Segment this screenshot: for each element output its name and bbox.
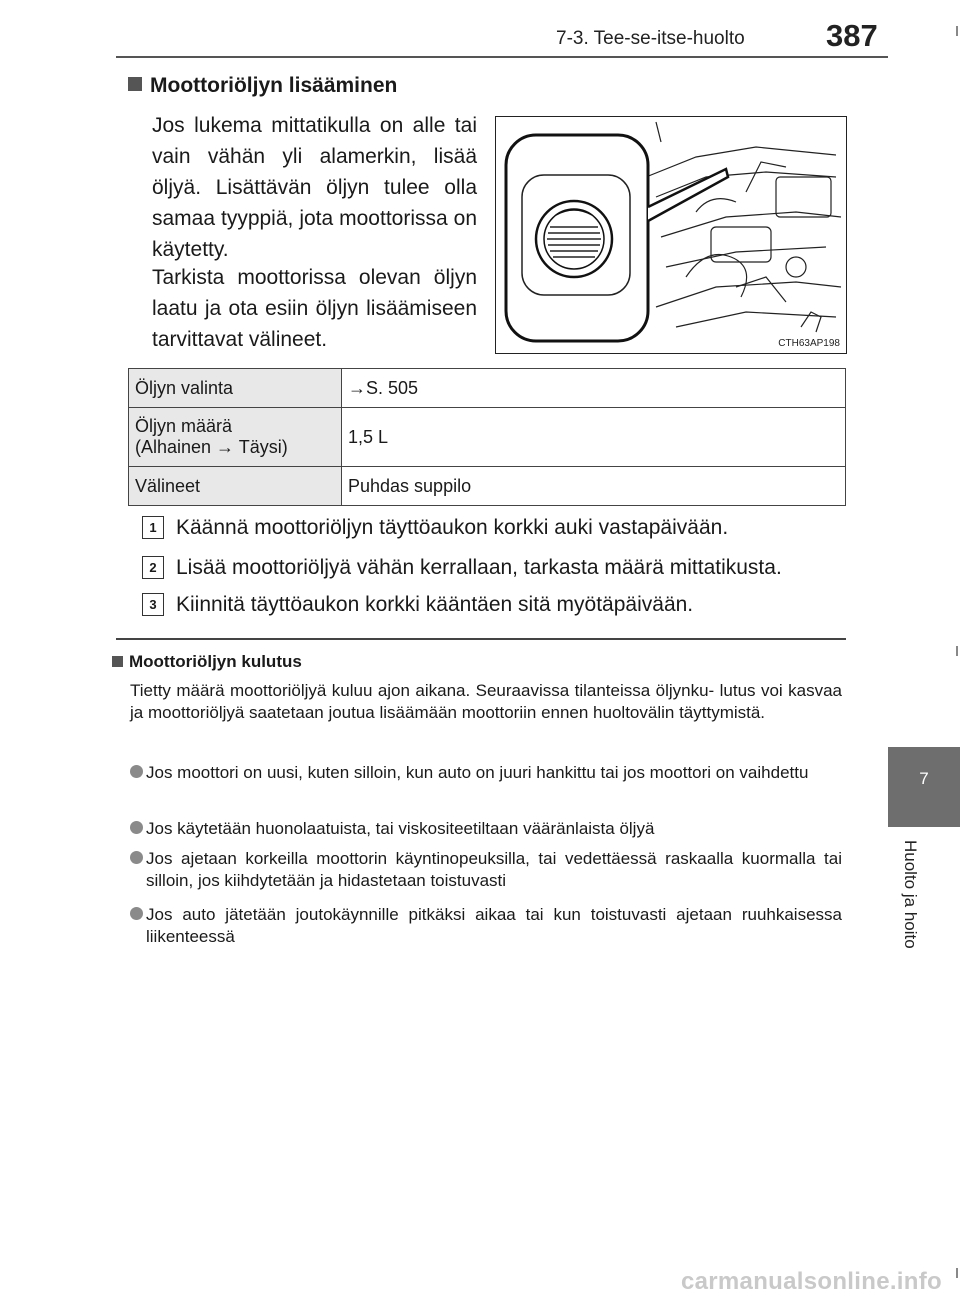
section-title-text: Moottoriöljyn lisääminen <box>150 74 398 97</box>
section-divider <box>116 638 846 640</box>
bullet-dot-icon <box>130 907 143 920</box>
list-item <box>130 904 842 948</box>
table-value: Puhdas suppilo <box>342 467 846 506</box>
oil-info-table <box>128 368 846 506</box>
list-item <box>130 762 842 784</box>
section-header: 7-3. Tee-se-itse-huolto <box>556 28 745 49</box>
step-item <box>142 593 693 617</box>
step-item <box>142 556 782 580</box>
page-number: 387 <box>826 18 878 53</box>
table-value: →S. 505 <box>342 369 846 408</box>
step-text: Käännä moottoriöljyn täyttöaukon korkki auki vastapäivään. <box>176 516 729 539</box>
bullet-dot-icon <box>130 851 143 864</box>
list-item-text: Jos moottori on uusi, kuten silloin, kun auto on juuri hankittu tai jos moottori on vaihdettu <box>146 763 809 782</box>
list-item-text: Jos auto jätetään joutokäynnille pitkäksi aikaa tai kun toistuvasti ajetaan ruuhkaisessa liikenteessä <box>146 905 842 946</box>
figure-caption: CTH63AP198 <box>778 338 840 349</box>
chapter-number: 7 <box>919 769 929 788</box>
intro-paragraph-2: Tarkista moottorissa olevan öljyn laatu ja ota esiin öljyn lisäämiseen tarvittavat välineet. <box>152 266 477 351</box>
subsection-title-text: Moottoriöljyn kulutus <box>129 652 302 671</box>
square-bullet-icon <box>128 77 142 91</box>
section-title <box>128 74 397 98</box>
crop-mark <box>956 26 958 36</box>
bullet-dot-icon <box>130 765 143 778</box>
table-row <box>129 467 846 506</box>
step-number: 3 <box>142 593 164 616</box>
step-item <box>142 516 728 540</box>
list-item <box>130 818 842 840</box>
subsection-body: Tietty määrä moottoriöljyä kuluu ajon aikana. Seuraavissa tilanteissa öljynku- lutus voi kasvaa ja moottoriöljyä saatetaan joutua lisäämään moottoriin ennen huoltovälin täyttymistä. <box>130 681 842 722</box>
watermark: carmanualsonline.info <box>680 1268 942 1295</box>
table-label <box>129 408 342 467</box>
step-text: Kiinnitä täyttöaukon korkki kääntäen sitä myötäpäivään. <box>176 593 694 616</box>
oil-filler-cap-icon <box>496 117 846 353</box>
table-row <box>129 369 846 408</box>
bullet-dot-icon <box>130 821 143 834</box>
step-number: 2 <box>142 556 164 579</box>
list-item-text: Jos ajetaan korkeilla moottorin käyntinopeuksilla, tai vedettäessä raskaalla kuormalla tai silloin, jos kiihdytetään ja hidastetaan toistuvasti <box>146 849 842 890</box>
header-rule <box>116 56 888 58</box>
engine-illustration <box>495 116 847 354</box>
table-value: 1,5 L <box>342 408 846 467</box>
chapter-tab <box>888 747 960 827</box>
chapter-label: Huolto ja hoito <box>901 840 920 949</box>
square-bullet-icon <box>112 656 123 667</box>
table-label-line: Öljyn määrä <box>135 416 233 436</box>
crop-mark <box>956 1268 958 1278</box>
table-label: Välineet <box>129 467 342 506</box>
table-row <box>129 408 846 467</box>
list-item-text: Jos käytetään huonolaatuista, tai viskositeetiltaan vääränlaista öljyä <box>146 819 655 838</box>
table-label-line: (Alhainen → Täysi) <box>135 437 288 457</box>
list-item <box>130 848 842 892</box>
step-number: 1 <box>142 516 164 539</box>
subsection-title <box>112 652 302 672</box>
table-label: Öljyn valinta <box>129 369 342 408</box>
intro-paragraph: Jos lukema mittatikulla on alle tai vain vähän yli alamerkin, lisää öljyä. Lisättävän öljyn tulee olla samaa tyyppiä, jota moottorissa on käytetty. <box>152 114 477 261</box>
step-text: Lisää moottoriöljyä vähän kerrallaan, tarkasta määrä mittatikusta. <box>176 556 782 579</box>
crop-mark <box>956 646 958 656</box>
